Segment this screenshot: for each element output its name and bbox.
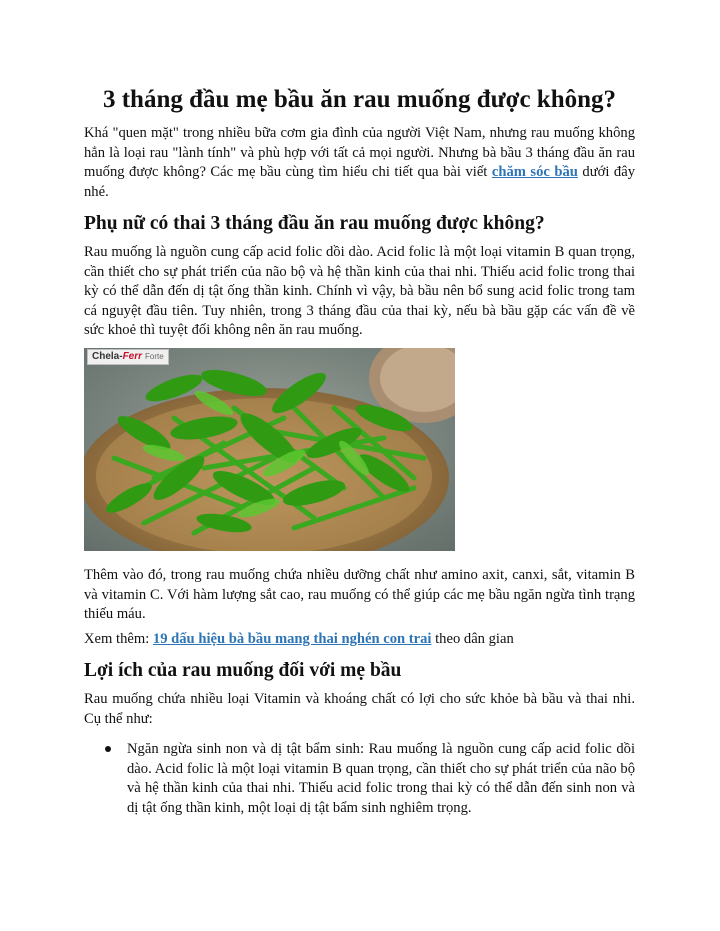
brand-logo [87, 349, 169, 365]
intro-paragraph [84, 124, 635, 202]
see-also-label: Xem thêm: [84, 631, 153, 647]
page-title: 3 tháng đầu mẹ bầu ăn rau muống được không? [102, 86, 616, 113]
brand-part2: Ferr [122, 351, 143, 362]
brand-part1: Chela- [92, 351, 123, 362]
intro-text: Khá "quen mặt" trong nhiều bữa cơm gia đình của người Việt Nam, nhưng rau muống không hẳn là loại rau "lành tính" và phù hợp với tất cả mọi người. Nhưng bà bầu 3 tháng đầu ăn rau muống được không? Các mẹ bầu cùng tìm hiểu chi tiết qua bài viết [84, 125, 635, 180]
section1-heading: Phụ nữ có thai 3 tháng đầu ăn rau muống được không? [84, 213, 545, 234]
water-spinach-illustration [84, 348, 455, 551]
list-item-text: Ngăn ngừa sinh non và dị tật bẩm sinh: Rau muống là nguồn cung cấp acid folic dồi dào. Acid folic là một loại vitamin B quan trọng, cần thiết cho sự phát triển của não bộ và hệ thần kinh của thai nhi. Thiếu acid folic trong thai kỳ có thể dẫn đến sinh non và dị tật ống thần kinh, một loại dị tật bẩm sinh nghiêm trọng. [127, 741, 635, 816]
bullet-icon [105, 746, 111, 752]
see-also-line [84, 630, 635, 650]
cham-soc-bau-link[interactable]: chăm sóc bầu [491, 164, 578, 180]
benefits-list [84, 740, 635, 818]
section2-heading: Lợi ích của rau muống đối với mẹ bầu [84, 660, 402, 681]
water-spinach-photo [84, 348, 455, 551]
brand-part3: Forte [145, 352, 164, 361]
after-image-paragraph: Thêm vào đó, trong rau muống chứa nhiều dưỡng chất như amino axit, canxi, sắt, vitamin B và vitamin C. Với hàm lượng sắt cao, rau muống có thể giúp các mẹ bầu ngăn ngừa tình trạng thiếu máu. [84, 567, 635, 622]
list-item [84, 740, 635, 818]
section1-paragraph: Rau muống là nguồn cung cấp acid folic dồi dào. Acid folic là một loại vitamin B quan trọng, cần thiết cho sự phát triển của não bộ và hệ thần kinh của thai nhi. Thiếu acid folic trong thai kỳ có thể dẫn đến dị tật ống thần kinh. Chính vì vậy, bà bầu nên bổ sung acid folic trong tam cá nguyệt đầu tiên. Tuy nhiên, trong 3 tháng đầu của thai kỳ, nếu bà bầu gặp các vấn đề về sức khoẻ thì tuyệt đối không nên ăn rau muống. [84, 244, 635, 338]
see-also-link[interactable]: 19 dấu hiệu bà bầu mang thai nghén con trai [152, 631, 432, 647]
see-also-after: theo dân gian [431, 631, 514, 647]
intro-text-end: dưới đây nhé. [84, 164, 635, 200]
section2-paragraph: Rau muống chứa nhiều loại Vitamin và khoáng chất có lợi cho sức khỏe bà bầu và thai nhi. Cụ thể như: [84, 691, 635, 727]
